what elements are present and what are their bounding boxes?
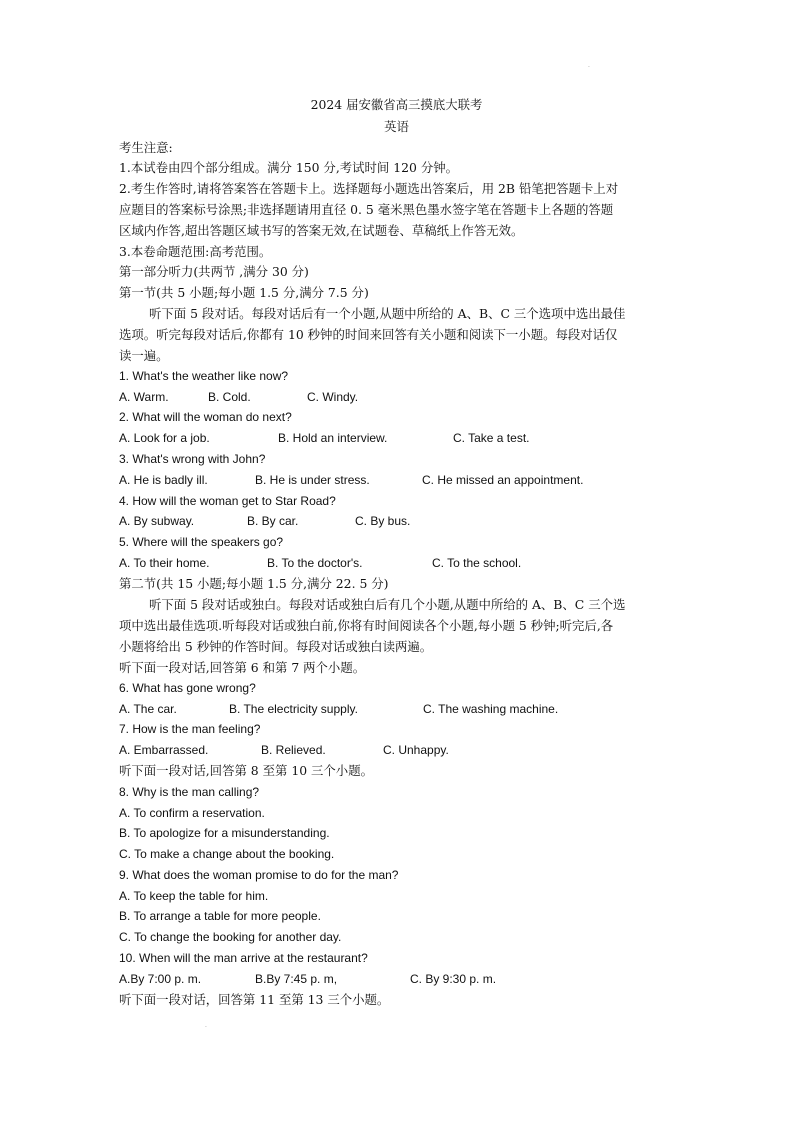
option-c: C. To change the booking for another day.	[119, 930, 342, 944]
option-a: A. Embarrassed.	[119, 743, 209, 757]
scan-dot: ·	[588, 64, 590, 71]
option-c: C. Windy.	[307, 390, 359, 404]
option-b: B. To arrange a table for more people.	[119, 909, 321, 923]
option-b: B. The electricity supply.	[229, 702, 358, 716]
question-10: 10. When will the man arrive at the restaurant?	[119, 951, 368, 965]
option-b: B.By 7:45 p. m,	[255, 972, 338, 986]
section2-title: 第二节(共 15 小题;每小题 1.5 分,满分 22. 5 分)	[119, 576, 389, 591]
notice-item: 3.本卷命题范围:高考范围。	[119, 244, 272, 259]
notice-item: 2.考生作答时,请将答案答在答题卡上。选择题每小题选出答案后，用 2B 铅笔把答题卡上对	[119, 181, 619, 196]
question-5: 5. Where will the speakers go?	[119, 535, 284, 549]
section1-instruction: 选项。听完每段对话后,你都有 10 秒钟的时间来回答有关小题和阅读下一小题。每段对话仅	[119, 327, 618, 342]
option-b: B. Hold an interview.	[278, 431, 388, 445]
option-a: A. To their home.	[119, 556, 210, 570]
option-b: B. To apologize for a misunderstanding.	[119, 826, 330, 840]
option-c: C. By 9:30 p. m.	[410, 972, 497, 986]
option-a: A. He is badly ill.	[119, 473, 208, 487]
question-2: 2. What will the woman do next?	[119, 410, 292, 424]
scan-dot: ·	[205, 1024, 207, 1031]
option-a: A. The car.	[119, 702, 177, 716]
option-b: B. By car.	[247, 514, 299, 528]
question-8: 8. Why is the man calling?	[119, 785, 260, 799]
question-3: 3. What's wrong with John?	[119, 452, 266, 466]
option-c: C. Unhappy.	[383, 743, 449, 757]
option-a: A. Warm.	[119, 390, 169, 404]
notice-heading: 考生注意:	[119, 140, 173, 155]
question-6: 6. What has gone wrong?	[119, 681, 256, 695]
section2-instruction: 小题将给出 5 秒钟的作答时间。每段对话或独白读两遍。	[119, 639, 433, 654]
group-intro: 听下面一段对话，回答第 11 至第 13 三个小题。	[119, 992, 390, 1007]
option-c: C. He missed an appointment.	[422, 473, 584, 487]
section2-instruction: 听下面 5 段对话或独白。每段对话或独白后有几个小题,从题中所给的 A、B、C 三个选	[149, 597, 626, 612]
option-b: B. Relieved.	[261, 743, 326, 757]
notice-item: 应题目的答案标号涂黑;非选择题请用直径 0. 5 毫米黑色墨水签字笔在答题卡上各题的答题	[119, 202, 614, 217]
option-c: C. By bus.	[355, 514, 411, 528]
group-intro: 听下面一段对话,回答第 8 至第 10 三个小题。	[119, 763, 373, 778]
option-a: A. Look for a job.	[119, 431, 210, 445]
question-1: 1. What's the weather like now?	[119, 369, 289, 383]
section1-instruction: 听下面 5 段对话。每段对话后有一个小题,从题中所给的 A、B、C 三个选项中选出最佳	[149, 306, 626, 321]
option-a: A. To confirm a reservation.	[119, 806, 265, 820]
subject-title: 英语	[384, 119, 409, 134]
notice-item: 1.本试卷由四个部分组成。满分 150 分,考试时间 120 分钟。	[119, 160, 459, 175]
option-c: C. Take a test.	[453, 431, 530, 445]
option-a: A.By 7:00 p. m.	[119, 972, 202, 986]
option-a: A. To keep the table for him.	[119, 889, 269, 903]
group-intro: 听下面一段对话,回答第 6 和第 7 两个小题。	[119, 660, 366, 675]
option-c: C. To the school.	[432, 556, 522, 570]
part1-title: 第一部分听力(共两节 ,满分 30 分)	[119, 264, 309, 279]
question-9: 9. What does the woman promise to do for the man?	[119, 868, 399, 882]
section1-instruction: 读一遍。	[119, 348, 169, 363]
option-b: B. Cold.	[208, 390, 251, 404]
option-a: A. By subway.	[119, 514, 195, 528]
option-c: C. The washing machine.	[423, 702, 559, 716]
option-c: C. To make a change about the booking.	[119, 847, 335, 861]
question-4: 4. How will the woman get to Star Road?	[119, 494, 336, 508]
notice-item: 区域内作答,超出答题区域书写的答案无效,在试题卷、草稿纸上作答无效。	[119, 223, 524, 238]
option-b: B. To the doctor's.	[267, 556, 363, 570]
section2-instruction: 项中选出最佳选项.听每段对话或独白前,你将有时间阅读各个小题,每小题 5 秒钟;听完后,各	[119, 618, 614, 633]
section1-title: 第一节(共 5 小题;每小题 1.5 分,满分 7.5 分)	[119, 285, 369, 300]
option-b: B. He is under stress.	[255, 473, 370, 487]
question-7: 7. How is the man feeling?	[119, 722, 261, 736]
exam-title: 2024 届安徽省高三摸底大联考	[310, 97, 483, 112]
